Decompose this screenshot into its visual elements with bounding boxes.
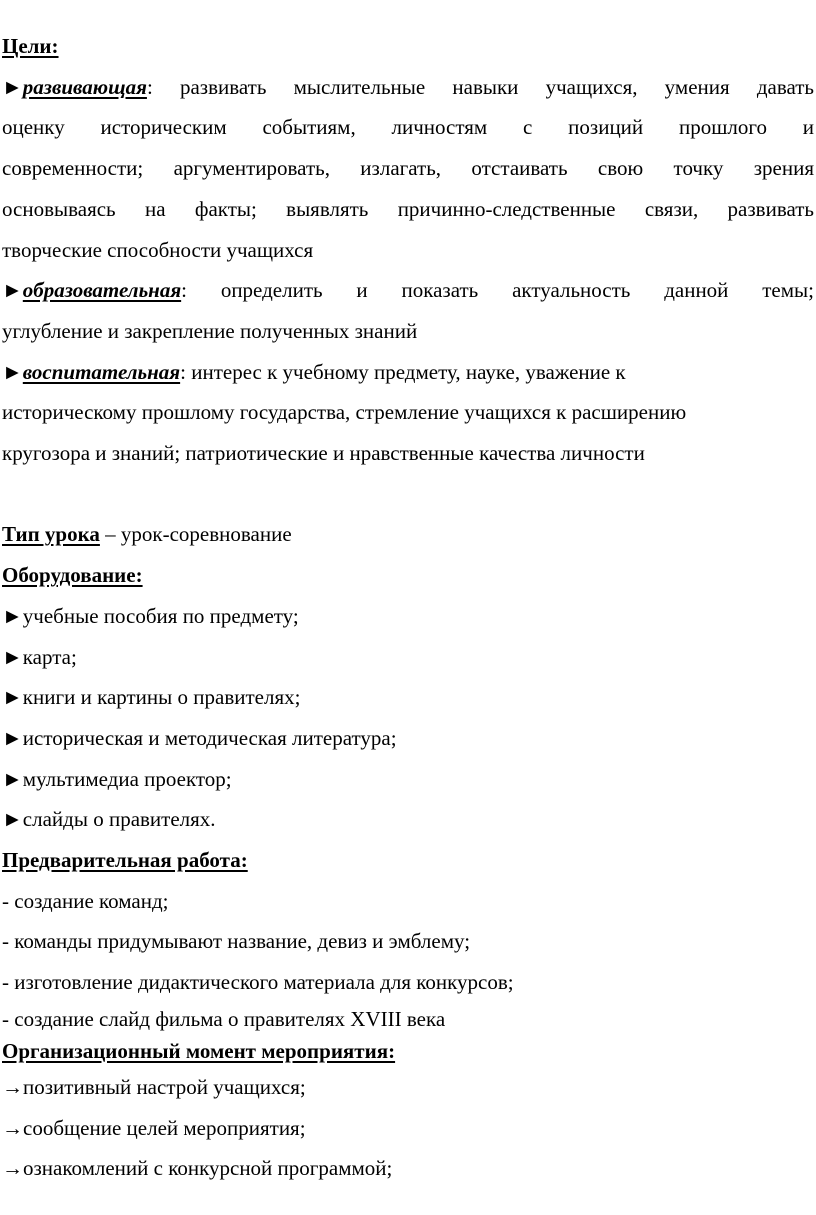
document-content (2, 26, 814, 1189)
goal-educational-colon: : (181, 278, 187, 303)
goal-developing-label: развивающая (22, 74, 147, 99)
goal-developing-line-2 (2, 107, 814, 148)
list-item (2, 1067, 814, 1108)
triangle-marker-icon: ► (2, 74, 23, 99)
goals-heading: Цели: (2, 34, 59, 58)
preparation-item-text: - создание слайд фильма о правителях XVIII века (2, 1006, 446, 1031)
preparation-item-text: - создание команд; (2, 888, 169, 913)
preparation-item-text: - изготовление дидактического материала для конкурсов; (2, 970, 514, 995)
list-item (2, 962, 814, 1003)
triangle-marker-icon: ► (2, 766, 23, 791)
equipment-heading: Оборудование: (2, 563, 143, 588)
goal-developing-text-1: развивать мыслительные навыки учащихся, умения давать (152, 74, 814, 99)
list-item (2, 596, 814, 637)
list-item (2, 1148, 814, 1189)
goals-section (2, 26, 814, 67)
goal-upbringing-colon: : (180, 359, 186, 384)
organizational-item-text: ознакомлений с конкурсной программой; (23, 1156, 393, 1181)
goal-developing-text-2: оценку историческим событиям, личностям с позиций прошлого и (2, 115, 814, 140)
list-item (2, 1108, 814, 1149)
lesson-type-label: Тип урока (2, 522, 100, 547)
triangle-marker-icon: ► (2, 359, 23, 384)
goal-educational-text-2: углубление и закрепление полученных знаний (2, 318, 418, 343)
organizational-heading-line (2, 1035, 814, 1067)
preparation-heading-line (2, 840, 814, 881)
equipment-item-text: слайды о правителях. (22, 807, 216, 832)
triangle-marker-icon: ► (2, 603, 23, 628)
goal-upbringing-text-3: кругозора и знаний; патриотические и нравственные качества личности (2, 441, 645, 466)
goal-upbringing-text-1: интерес к учебному предмету, науке, уважение к (185, 359, 626, 384)
goal-upbringing-text-2: историческому прошлому государства, стремление учащихся к расширению (2, 400, 687, 425)
goal-upbringing-label: воспитательная (22, 359, 181, 384)
goal-developing-line-5 (2, 230, 814, 271)
lesson-type-line (2, 514, 814, 555)
blank-line (2, 474, 814, 515)
list-item (2, 759, 814, 800)
triangle-marker-icon: ► (2, 685, 23, 710)
triangle-marker-icon: ► (2, 278, 23, 303)
goal-educational-line-2 (2, 311, 814, 352)
list-item (2, 718, 814, 759)
goal-developing-text-4: основываясь на факты; выявлять причинно-следственные связи, развивать (2, 196, 814, 221)
list-item (2, 881, 814, 922)
list-item (2, 637, 814, 678)
equipment-item-text: карта; (22, 644, 77, 669)
preparation-heading: Предварительная работа: (2, 848, 248, 873)
goal-developing-line-1 (2, 67, 814, 108)
lesson-type-value: – урок-соревнование (99, 522, 292, 547)
goal-developing-text-5: творческие способности учащихся (2, 237, 314, 262)
list-item (2, 1003, 814, 1035)
arrow-right-icon: → (2, 1115, 23, 1140)
goal-educational-label: образовательная (22, 278, 182, 303)
goal-upbringing-line-2 (2, 392, 814, 433)
list-item (2, 677, 814, 718)
arrow-right-icon: → (2, 1156, 23, 1181)
equipment-item-text: книги и картины о правителях; (22, 685, 301, 710)
document-page (0, 26, 816, 1189)
list-item (2, 921, 814, 962)
goal-developing-colon: : (146, 74, 153, 99)
goal-upbringing-line-3 (2, 433, 814, 474)
equipment-item-text: учебные пособия по предмету; (22, 603, 299, 628)
triangle-marker-icon: ► (2, 644, 23, 669)
goal-educational-text-1: определить и показать актуальность данной темы; (186, 278, 814, 303)
goal-upbringing-line-1 (2, 352, 814, 393)
goal-developing-text-3: современности; аргументировать, излагать, отстаивать свою точку зрения (2, 156, 814, 181)
goal-educational-line-1 (2, 270, 814, 311)
organizational-item-text: сообщение целей мероприятия; (23, 1115, 306, 1140)
equipment-item-text: мультимедиа проектор; (22, 766, 232, 791)
arrow-right-icon: → (2, 1074, 23, 1099)
triangle-marker-icon: ► (2, 725, 23, 750)
organizational-heading: Организационный момент мероприятия: (2, 1038, 396, 1063)
triangle-marker-icon: ► (2, 807, 23, 832)
goal-developing-line-3 (2, 148, 814, 189)
organizational-item-text: позитивный настрой учащихся; (23, 1074, 306, 1099)
list-item (2, 799, 814, 840)
preparation-item-text: - команды придумывают название, девиз и эмблему; (2, 929, 471, 954)
equipment-heading-line (2, 555, 814, 596)
goal-developing-line-4 (2, 189, 814, 230)
equipment-item-text: историческая и методическая литература; (22, 725, 397, 750)
